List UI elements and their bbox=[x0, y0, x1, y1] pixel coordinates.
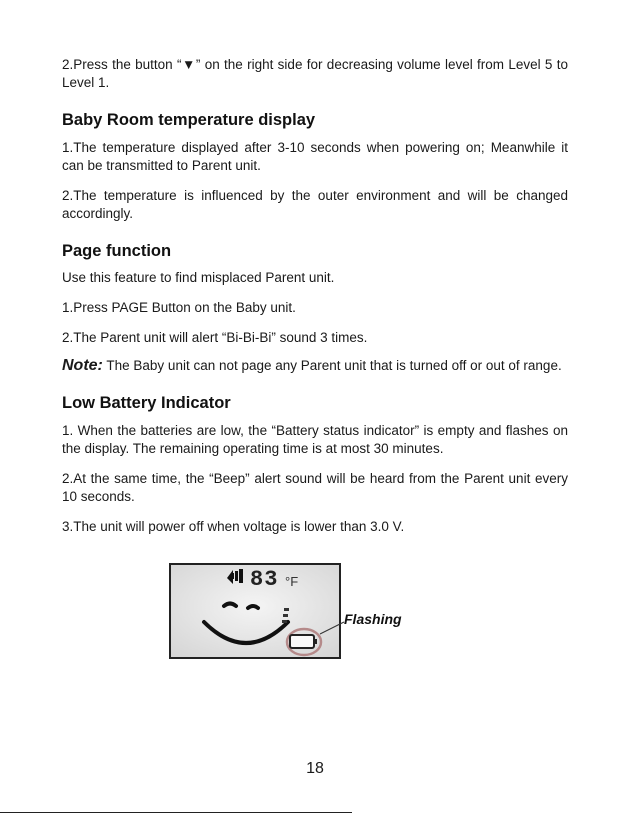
page-number: 18 bbox=[306, 760, 324, 777]
battery-step-3: 3.The unit will power off when voltage is lower than 3.0 V. bbox=[62, 519, 405, 534]
temperature-unit: °F bbox=[285, 574, 299, 589]
temperature-step-1: 1.The temperature displayed after 3-10 seconds when powering on; Meanwhile it can be transmitted to Parent unit. bbox=[62, 140, 568, 173]
battery-terminal bbox=[314, 639, 317, 644]
battery-step-1: 1. When the batteries are low, the “Battery status indicator” is empty and flashes on the display. The remaining operating time is at most 30 minutes. bbox=[62, 423, 568, 456]
volume-step-2: 2.Press the button “▼” on the right side for decreasing volume level from Level 5 to Level 1. bbox=[62, 57, 568, 90]
page-function-heading: Page function bbox=[62, 242, 172, 260]
bottom-rule bbox=[0, 812, 352, 813]
note-text: The Baby unit can not page any Parent unit that is turned off or out of range. bbox=[102, 358, 562, 373]
battery-heading: Low Battery Indicator bbox=[62, 394, 231, 412]
page-function-intro: Use this feature to find misplaced Parent unit. bbox=[62, 270, 335, 285]
page-function-step-2: 2.The Parent unit will alert “Bi-Bi-Bi” sound 3 times. bbox=[62, 330, 368, 345]
battery-empty-icon bbox=[290, 635, 314, 648]
page-function-step-1: 1.Press PAGE Button on the Baby unit. bbox=[62, 300, 296, 315]
page-function-note bbox=[62, 357, 568, 375]
manual-page bbox=[62, 56, 568, 536]
temperature-step-2: 2.The temperature is influenced by the outer environment and will be changed accordingly. bbox=[62, 188, 568, 221]
note-label: Note: bbox=[62, 357, 103, 374]
temperature-value: 83 bbox=[250, 567, 279, 592]
parent-unit-display-figure bbox=[168, 562, 418, 662]
flashing-callout: Flashing bbox=[344, 611, 402, 627]
temperature-heading: Baby Room temperature display bbox=[62, 111, 316, 129]
battery-step-2: 2.At the same time, the “Beep” alert sound will be heard from the Parent unit every 10 seconds. bbox=[62, 471, 568, 504]
